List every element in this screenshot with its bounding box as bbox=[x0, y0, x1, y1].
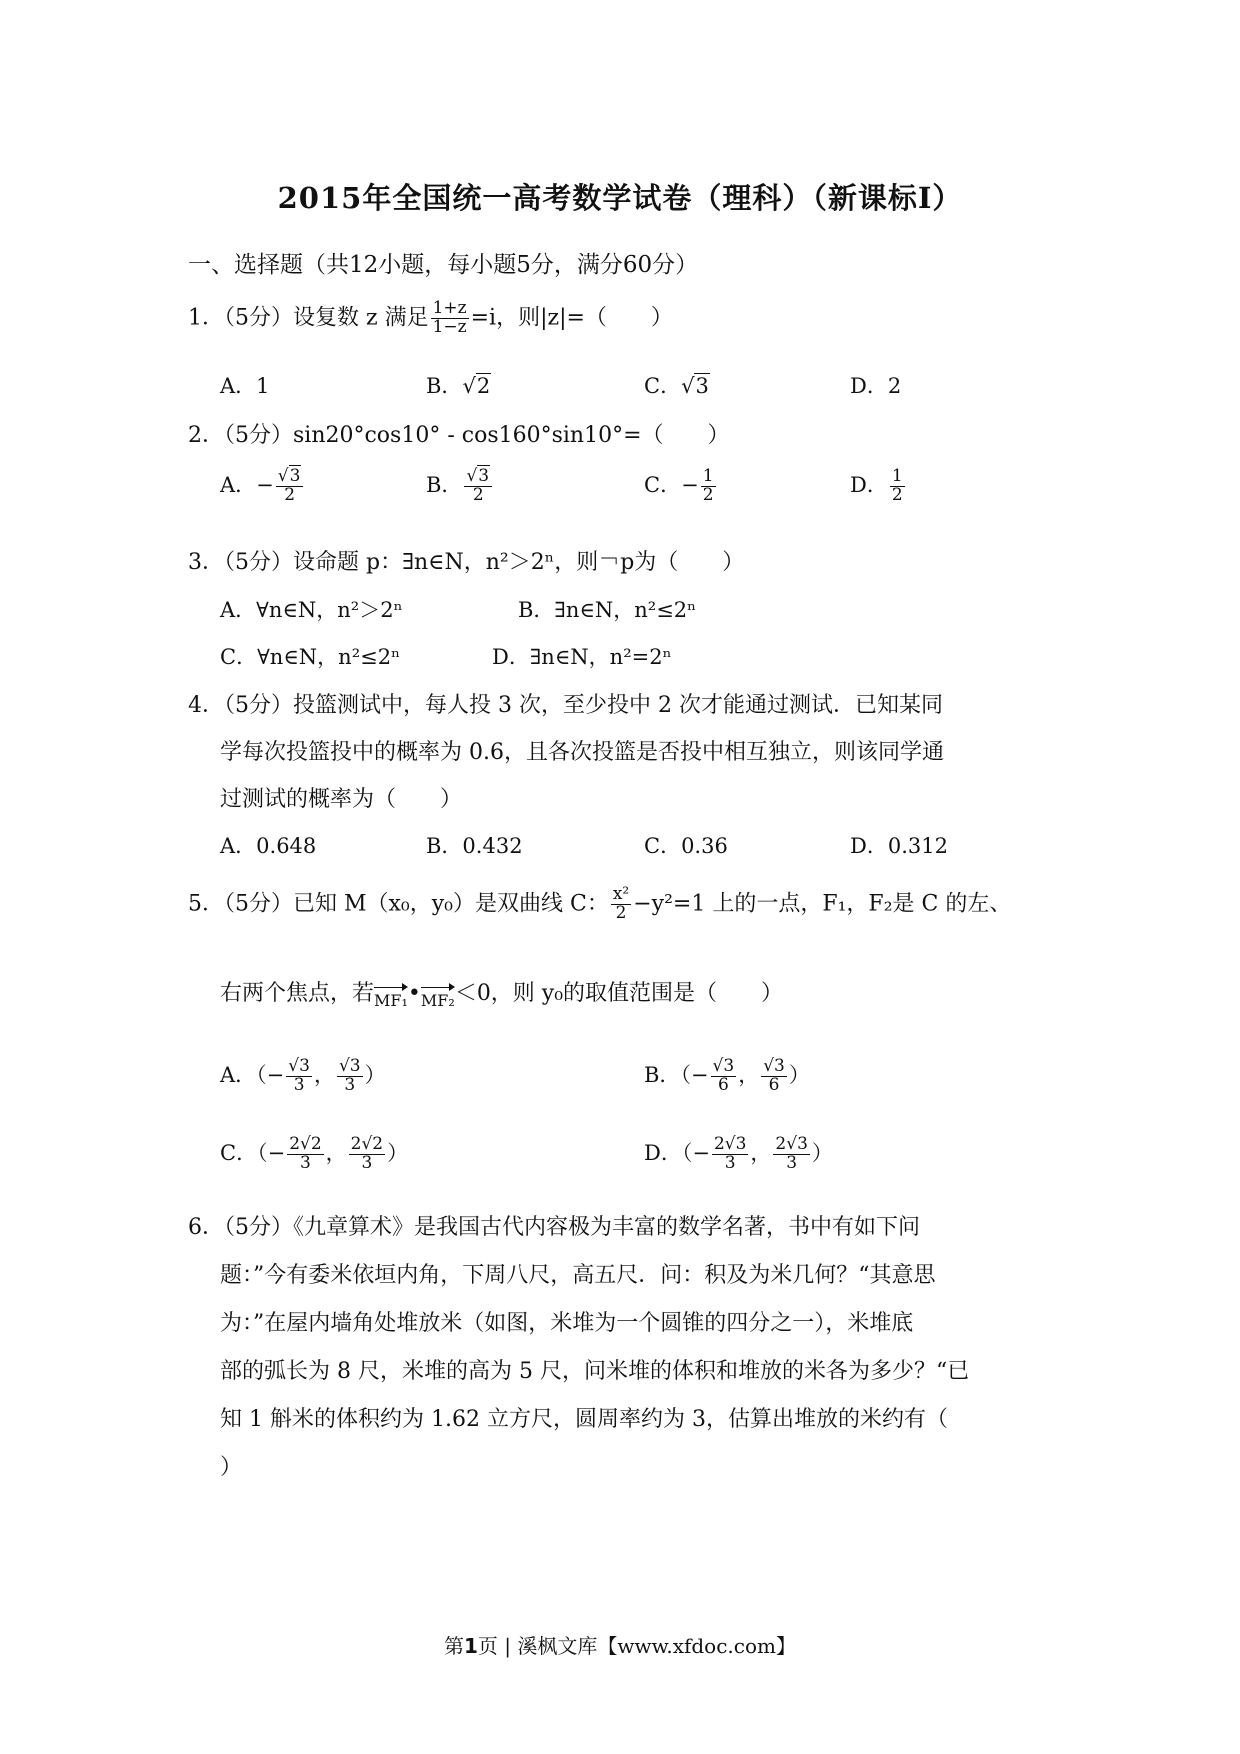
q4-line1: （5分）投篮测试中，每人投 3 次，至少投中 2 次才能通过测试．已知某同 bbox=[224, 693, 943, 718]
q4-option-d: D．0.312 bbox=[850, 834, 948, 858]
q4-line3: 过测试的概率为（ ） bbox=[220, 787, 463, 812]
question-2 bbox=[188, 418, 730, 449]
dot-product-symbol: • bbox=[407, 981, 421, 1006]
q5-d-num-2: 2√3 bbox=[775, 1134, 808, 1154]
q3-number: 3． bbox=[188, 550, 224, 575]
q1-post: =i，则|z|=（ ） bbox=[470, 305, 673, 331]
q1-option-b: B．√2 bbox=[426, 374, 491, 398]
q5-a-label: A． bbox=[220, 1062, 257, 1087]
question-3 bbox=[188, 545, 744, 576]
q2-option-a: A．− $\frac{√3}{2}$ bbox=[220, 468, 305, 505]
q6-line3: 为：”在屋内墙角处堆放米（如图，米堆为一个圆锥的四分之一），米堆底 bbox=[220, 1311, 914, 1336]
q4-number: 4． bbox=[188, 693, 224, 718]
q5-pre: （5分）已知 M（x₀，y₀）是双曲线 C： bbox=[224, 891, 609, 917]
section-heading: 一、选择题（共12小题，每小题5分，满分60分） bbox=[188, 252, 699, 278]
q3-text: （5分）设命题 p：∃n∈N，n²＞2ⁿ，则￢p为（ ） bbox=[224, 550, 745, 575]
question-6-line-1 bbox=[188, 1210, 920, 1241]
q5-option-a: A．（− $\frac{√3}{3}$ ， $\frac{√3}{3}$ ） bbox=[220, 1056, 386, 1095]
q2-c-den: 2 bbox=[702, 484, 714, 505]
q5-option-d: D．（− $\frac{2√3}{3}$ ， $\frac{2√3}{3}$ ） bbox=[644, 1134, 833, 1173]
vector-mf1: MF₁ bbox=[374, 985, 408, 1010]
q2-c-neg: − bbox=[681, 472, 699, 497]
q2-text: （5分）sin20°cos10° - cos160°sin10°=（ ） bbox=[224, 423, 730, 448]
q2-d-num: 1 bbox=[891, 466, 903, 486]
exam-title: 2015年全国统一高考数学试卷（理科）（新课标Ⅰ） bbox=[277, 181, 963, 215]
q2-option-d bbox=[850, 468, 907, 505]
question-4-line-1 bbox=[188, 688, 943, 719]
q1-c-radicand: 3 bbox=[695, 374, 709, 398]
q5-post: −y²=1 上的一点，F₁，F₂是 C 的左、 bbox=[633, 891, 1012, 917]
q6-number: 6． bbox=[188, 1215, 224, 1240]
q5-a-num-1: √3 bbox=[288, 1056, 310, 1076]
q6-line1: （5分）《九章算术》是我国古代内容极为丰富的数学名著，书中有如下问 bbox=[224, 1215, 920, 1240]
q5-c-num-1: 2√2 bbox=[289, 1134, 322, 1154]
q2-c-label: C． bbox=[644, 472, 682, 497]
q5-c-num-2: 2√2 bbox=[350, 1134, 384, 1154]
q4-option-b: B．0.432 bbox=[426, 834, 523, 858]
q5-d-num-1: 2√3 bbox=[713, 1134, 747, 1154]
footer-suffix: 页 | 溪枫文库【www.xfdoc.com】 bbox=[477, 1634, 796, 1658]
page-number: 1 bbox=[463, 1634, 478, 1658]
q1-option-d: D．2 bbox=[850, 374, 902, 398]
q1-frac-num: 1+z bbox=[432, 298, 467, 318]
q1-option-a: A．1 bbox=[220, 374, 270, 398]
q6-line2: 题：”今有委米依垣内角，下周八尺，高五尺．问：积及为米几何？“其意思 bbox=[220, 1263, 936, 1288]
page-footer bbox=[0, 1630, 1240, 1659]
q1-b-radicand: 2 bbox=[476, 374, 491, 398]
q3-option-c: C．∀n∈N，n²≤2ⁿ bbox=[220, 645, 401, 669]
q2-number: 2． bbox=[188, 423, 224, 448]
footer-prefix: 第 bbox=[443, 1634, 464, 1658]
q5-option-b: B．（− $\frac{√3}{6}$ ， $\frac{√3}{6}$ ） bbox=[644, 1056, 810, 1095]
q5-d-den-1: 3 bbox=[724, 1152, 736, 1173]
question-5-line-1 bbox=[188, 886, 1011, 923]
q2-b-rad: 3 bbox=[478, 466, 490, 486]
q5-d-label: D． bbox=[644, 1140, 682, 1165]
q6-line5: 知 1 斛米的体积约为 1.62 立方尺，圆周率约为 3，估算出堆放的米约有（ bbox=[220, 1407, 948, 1432]
q5-d-den-2: 3 bbox=[786, 1152, 798, 1173]
q2-a-rad: 3 bbox=[289, 466, 301, 486]
q5-a-den-1: 3 bbox=[293, 1074, 305, 1095]
q5-b-label: B． bbox=[644, 1062, 681, 1087]
q3-option-d: D．∃n∈N，n²=2ⁿ bbox=[492, 645, 672, 669]
q1-option-c: C．√3 bbox=[644, 374, 709, 398]
q3-option-b: B．∃n∈N，n²≤2ⁿ bbox=[518, 598, 697, 622]
q2-a-neg: − bbox=[256, 472, 274, 497]
q2-d-den: 2 bbox=[891, 484, 903, 505]
q2-a-den: 2 bbox=[284, 484, 296, 505]
q1-frac-den: 1−z bbox=[432, 316, 467, 337]
q5-b-den-1: 6 bbox=[717, 1074, 729, 1095]
q5-b-num-2: √3 bbox=[763, 1056, 785, 1076]
q2-b-den: 2 bbox=[472, 484, 484, 505]
q2-d-label: D． bbox=[850, 472, 888, 497]
q4-option-c: C．0.36 bbox=[644, 834, 728, 858]
q5-c-label: C． bbox=[220, 1140, 258, 1165]
q2-a-label: A． bbox=[220, 472, 257, 497]
q5-option-c: C．（− $\frac{2√2}{3}$ ， $\frac{2√2}{3}$ ） bbox=[220, 1134, 409, 1173]
q1-c-label: C． bbox=[644, 374, 682, 398]
q2-c-num: 1 bbox=[702, 466, 714, 486]
q5-b-den-2: 6 bbox=[768, 1074, 780, 1095]
q5-a-den-2: 3 bbox=[344, 1074, 356, 1095]
q5-number: 5． bbox=[188, 891, 224, 917]
q5-line2-pre: 右两个焦点，若 bbox=[220, 981, 375, 1006]
q5-frac-num: x² bbox=[612, 884, 630, 904]
q6-line4: 部的弧长为 8 尺，米堆的高为 5 尺，问米堆的体积和堆放的米各为多少？“已 bbox=[220, 1359, 970, 1384]
q5-fraction bbox=[611, 886, 631, 923]
q5-line2-post: ＜0，则 y₀的取值范围是（ ） bbox=[454, 981, 784, 1006]
q5-c-den-1: 3 bbox=[300, 1152, 311, 1173]
q3-option-a: A．∀n∈N，n²＞2ⁿ bbox=[220, 598, 403, 622]
q2-option-c bbox=[644, 468, 718, 505]
q6-line6: ） bbox=[220, 1455, 243, 1480]
vector-mf2: MF₂ bbox=[421, 985, 455, 1010]
q4-option-a: A．0.648 bbox=[220, 834, 317, 858]
q5-b-num-1: √3 bbox=[712, 1056, 735, 1076]
q1-pre: （5分）设复数 z 满足 bbox=[224, 305, 429, 331]
q1-b-label: B． bbox=[426, 374, 463, 398]
q1-number: 1． bbox=[188, 305, 224, 331]
q5-frac-den: 2 bbox=[615, 902, 627, 923]
q5-a-num-2: √3 bbox=[338, 1056, 361, 1076]
q4-line2: 学每次投篮投中的概率为 0.6，且各次投篮是否投中相互独立，则该同学通 bbox=[220, 740, 944, 765]
q5-line-2 bbox=[220, 976, 783, 1010]
q2-b-label: B． bbox=[426, 472, 463, 497]
q5-c-den-2: 3 bbox=[361, 1152, 373, 1173]
q1-fraction bbox=[431, 300, 469, 337]
question-1 bbox=[188, 300, 673, 337]
q2-option-b: B． $\frac{√3}{2}$ bbox=[426, 468, 494, 505]
